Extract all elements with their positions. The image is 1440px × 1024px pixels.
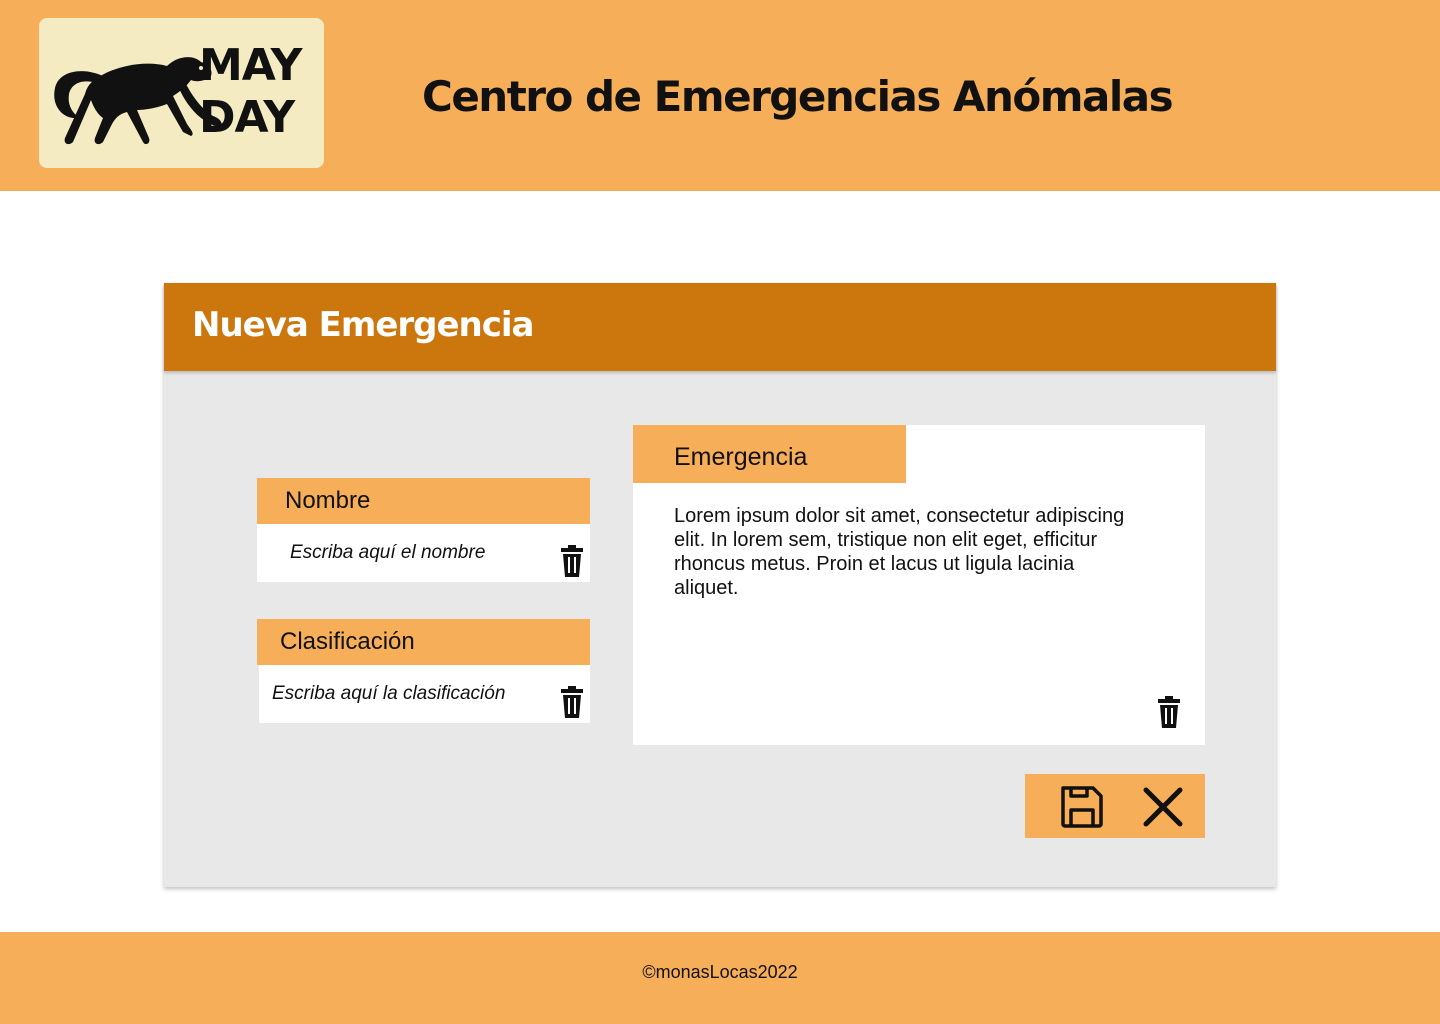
- page-title: Centro de Emergencias Anómalas: [422, 72, 1173, 121]
- app-header: [0, 0, 1440, 191]
- trash-icon[interactable]: [560, 686, 584, 718]
- logo-line-may: MAY: [199, 40, 302, 91]
- logo-text: [199, 40, 302, 144]
- trash-icon[interactable]: [560, 545, 584, 577]
- cancel-button[interactable]: [1141, 785, 1185, 829]
- logo[interactable]: [39, 18, 324, 168]
- app-footer: [0, 932, 1440, 1024]
- emergencia-textarea[interactable]: Lorem ipsum dolor sit amet, consectetur adipiscing elit. In lorem sem, tristique non elit eget, efficitur rhoncus metus. Proin et lacus ut ligula lacinia aliquet.: [674, 505, 1125, 599]
- form-actions: [1025, 774, 1205, 838]
- clasificacion-input[interactable]: [272, 665, 562, 723]
- logo-line-day: DAY: [199, 92, 295, 143]
- trash-icon[interactable]: [1157, 696, 1181, 728]
- new-emergency-form: [164, 283, 1276, 887]
- close-icon: [1141, 785, 1185, 829]
- copyright-text: ©monasLocas2022: [642, 962, 798, 982]
- form-title: Nueva Emergencia: [192, 305, 534, 345]
- emergencia-label: Emergencia: [633, 425, 906, 483]
- nombre-field-box: [257, 524, 590, 582]
- clasificacion-label: Clasificación: [257, 619, 590, 665]
- form-header: [164, 283, 1276, 371]
- nombre-input[interactable]: [290, 524, 580, 582]
- save-icon: [1057, 782, 1107, 832]
- clasificacion-field-box: [259, 665, 590, 723]
- emergencia-panel: [633, 425, 1205, 745]
- save-button[interactable]: [1057, 782, 1107, 832]
- nombre-label: Nombre: [257, 478, 590, 524]
